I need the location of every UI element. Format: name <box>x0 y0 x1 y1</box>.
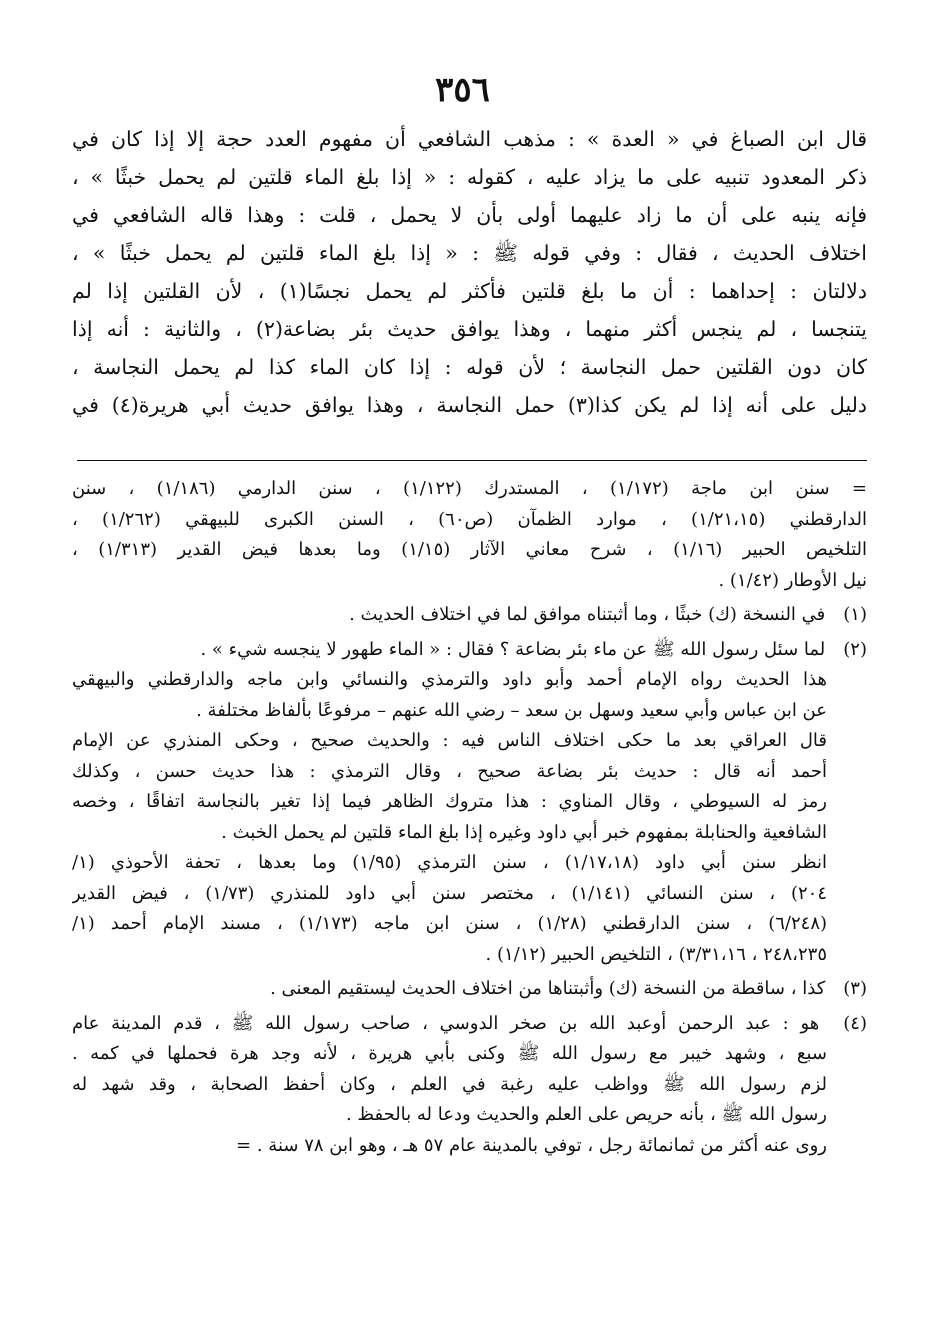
footnote-line: = سنن ابن ماجة (١/١٧٢) ، المستدرك (١/١٢٢) ، سنن الدارمي (١/١٨٦) ، سنن <box>72 478 867 499</box>
footnote-line: الشافعية والحنابلة بمفهوم خبر أبي داود وغيره إذا بلغ الماء قلتين لم يحمل الخبث . <box>221 821 827 843</box>
footnote-line: عن ابن عباس وأبي سعيد وسهل بن سعد – رضي الله عنهم – مرفوعًا بألفاظ مختلفة . <box>196 699 827 721</box>
main-text-line: اختلاف الحديث ، فقال : وفي قوله ﷺ : « إذا بلغ الماء قلتين لم يحمل خبثًا » ، <box>72 241 867 265</box>
footnote-line: انظر سنن أبي داود (١/١٧،١٨) ، سنن الترمذي (١/٩٥) وما بعدها ، تحفة الأحوذي (١/ <box>72 852 827 873</box>
footnote-line: هذا الحديث رواه الإمام أحمد وأبو داود والترمذي والنسائي وابن ماجه والدارقطني والبيهقي <box>72 669 827 690</box>
footnotes <box>72 474 867 1165</box>
footnote-text: لما سئل رسول الله ﷺ عن ماء بئر بضاعة ؟ فقال : « الماء طهور لا ينجسه شيء » . <box>200 638 826 660</box>
footnote-line: التلخيص الحبير (١/١٦) ، شرح معاني الآثار (١/١٥) وما بعدها فيض القدير (١/٣١٣) ، <box>72 539 867 560</box>
footnote-text: هو : عبد الرحمن أوعبد الله بن صخر الدوسي ، صاحب رسول الله ﷺ ، قدم المدينة عام <box>72 1012 820 1034</box>
footnote-number: (٢) <box>843 638 867 660</box>
footnote-divider <box>77 460 867 461</box>
footnote-2 <box>72 635 867 971</box>
footnote-line: قال العراقي بعد ما حكى اختلاف الناس فيه : والحديث صحيح ، وحكى المنذري عن الإمام <box>72 730 827 751</box>
footnote-line: ٢٠٤) ، سنن النسائي (١/١٤١) ، مختصر سنن أبي داود للمنذري (١/٧٣) ، فيض القدير <box>72 882 827 904</box>
main-text-line: قال ابن الصباغ في « العدة » : مذهب الشافعي أن مفهوم العدد حجة إلا إذا كان في <box>72 127 867 151</box>
footnote-text: كذا ، ساقطة من النسخة (ك) وأثبتناها من اختلاف الحديث ليستقيم المعنى . <box>270 978 826 999</box>
footnote-number: (٤) <box>843 1012 867 1034</box>
footnote-line: رسول الله ﷺ ، بأنه حريص على العلم والحديث ودعا له بالحفظ . <box>345 1104 827 1125</box>
footnote-line: (٦/٢٤٨) ، سنن الدارقطني (١/٢٨) ، سنن ابن ماجه (١/١٧٣) ، مسند الإمام أحمد (١/ <box>72 913 828 934</box>
footnote-line: رمز له السيوطي ، وقال المناوي : هذا متروك الظاهر فيما إذا تغير بالنجاسة اتفاقًا ، وخصه <box>72 791 827 812</box>
footnote-line: أحمد أنه قال : حديث بئر بضاعة صحيح ، وقال الترمذي : هذا حديث حسن ، وكذلك <box>72 760 827 782</box>
footnote-number: (٣) <box>843 978 867 999</box>
footnote-line: لزم رسول الله ﷺ وواظب عليه رغبة في العلم ، وكان أحفظ الصحابة ، وقد شهد له <box>72 1073 827 1095</box>
footnote-4 <box>72 1009 867 1162</box>
footnote-continuation <box>72 474 867 596</box>
footnote-3 <box>72 974 867 1005</box>
footnote-number: (١) <box>843 604 867 625</box>
main-text-line: دلالتان : إحداهما : أن ما بلغ قلتين فأكثر لم يحمل نجسًا(١) ، لأن القلتين إذا لم <box>72 279 867 303</box>
main-text-line: ذكر المعدود تنبيه على ما يزاد عليه ، كقوله : « إذا بلغ الماء قلتين لم يحمل خبثًا » ، <box>72 165 867 189</box>
main-text-line: فإنه ينبه على أن ما زاد عليهما أولى بأن لا يحمل ، قلت : وهذا قاله الشافعي في <box>72 203 867 227</box>
main-text-line: دليل على أنه إذا لم يكن كذا(٣) حمل النجاسة ، وهذا يوافق حديث أبي هريرة(٤) في <box>72 393 867 417</box>
main-text-line: يتنجسا ، لم ينجس أكثر منهما ، وهذا يوافق حديث بئر بضاعة(٢) ، والثانية : أنه إذا <box>72 317 867 341</box>
main-text-line: كان دون القلتين حمل النجاسة ؛ لأن قوله : إذا كان الماء كذا لم يحمل النجاسة ، <box>72 355 867 379</box>
page-number: ٣٥٦ <box>435 70 490 110</box>
footnote-line: الدارقطني (١/٢١،١٥) ، موارد الظمآن (ص٦٠) ، السنن الكبرى للبيهقي (١/٢٦٢) ، <box>72 508 867 530</box>
footnote-line: روى عنه أكثر من ثمانمائة رجل ، توفي بالمدينة عام ٥٧ هـ ، وهو ابن ٧٨ سنة . = <box>236 1134 827 1156</box>
footnote-line: سبع ، وشهد خيبر مع رسول الله ﷺ وكنى بأبي هريرة ، لأنه وجد هرة فحملها في كمه . <box>72 1043 827 1064</box>
footnote-line: ٢٤٨،٢٣٥ ، ٣/٣١،١٦) ، التلخيص الحبير (١/١٢) . <box>485 943 827 965</box>
footnote-text: في النسخة (ك) خبثًا ، وما أثبتناه موافق لما في اختلاف الحديث . <box>349 604 826 625</box>
footnote-line: نيل الأوطار (١/٤٢) . <box>718 569 867 591</box>
main-text <box>72 120 867 424</box>
footnote-1 <box>72 600 867 631</box>
